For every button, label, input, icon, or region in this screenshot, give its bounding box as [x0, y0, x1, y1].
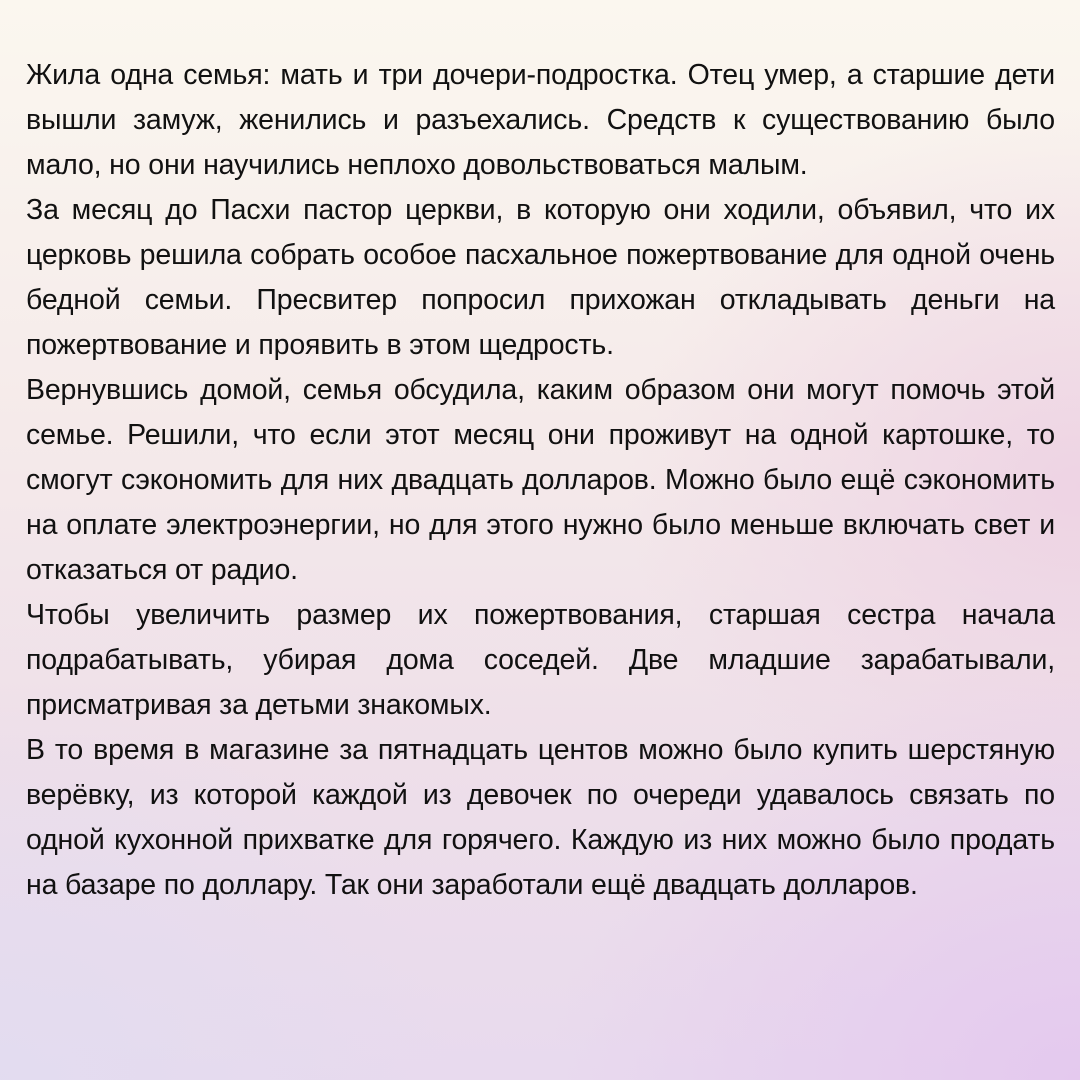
- paragraph-3: Вернувшись домой, семья обсудила, каким образом они могут помочь этой семье. Решили, что если этот месяц они проживут на одной картошке, то смогут сэкономить для них двадцать долларов. Можно было ещё сэкономить на оплате электроэнергии, но для этого нужно было меньше включать свет и отказаться от радио.: [26, 374, 1055, 586]
- paragraph-1: Жила одна семья: мать и три дочери-подростка. Отец умер, а старшие дети вышли замуж, женились и разъехались. Средств к существованию было мало, но они научились неплохо довольствоваться малым.: [26, 59, 1055, 181]
- story-text: [26, 53, 1055, 908]
- paragraph-5: В то время в магазине за пятнадцать центов можно было купить шерстяную верёвку, из которой каждой из девочек по очереди удавалось связать по одной кухонной прихватке для горячего. Каждую из них можно было продать на базаре по доллару. Так они заработали ещё двадцать долларов.: [26, 734, 1055, 901]
- paragraph-4: Чтобы увеличить размер их пожертвования, старшая сестра начала подрабатывать, убирая дома соседей. Две младшие зарабатывали, присматривая за детьми знакомых.: [26, 599, 1055, 721]
- paragraph-2: За месяц до Пасхи пастор церкви, в которую они ходили, объявил, что их церковь решила собрать особое пасхальное пожертвование для одной очень бедной семьи. Пресвитер попросил прихожан откладывать деньги на пожертвование и проявить в этом щедрость.: [26, 194, 1055, 361]
